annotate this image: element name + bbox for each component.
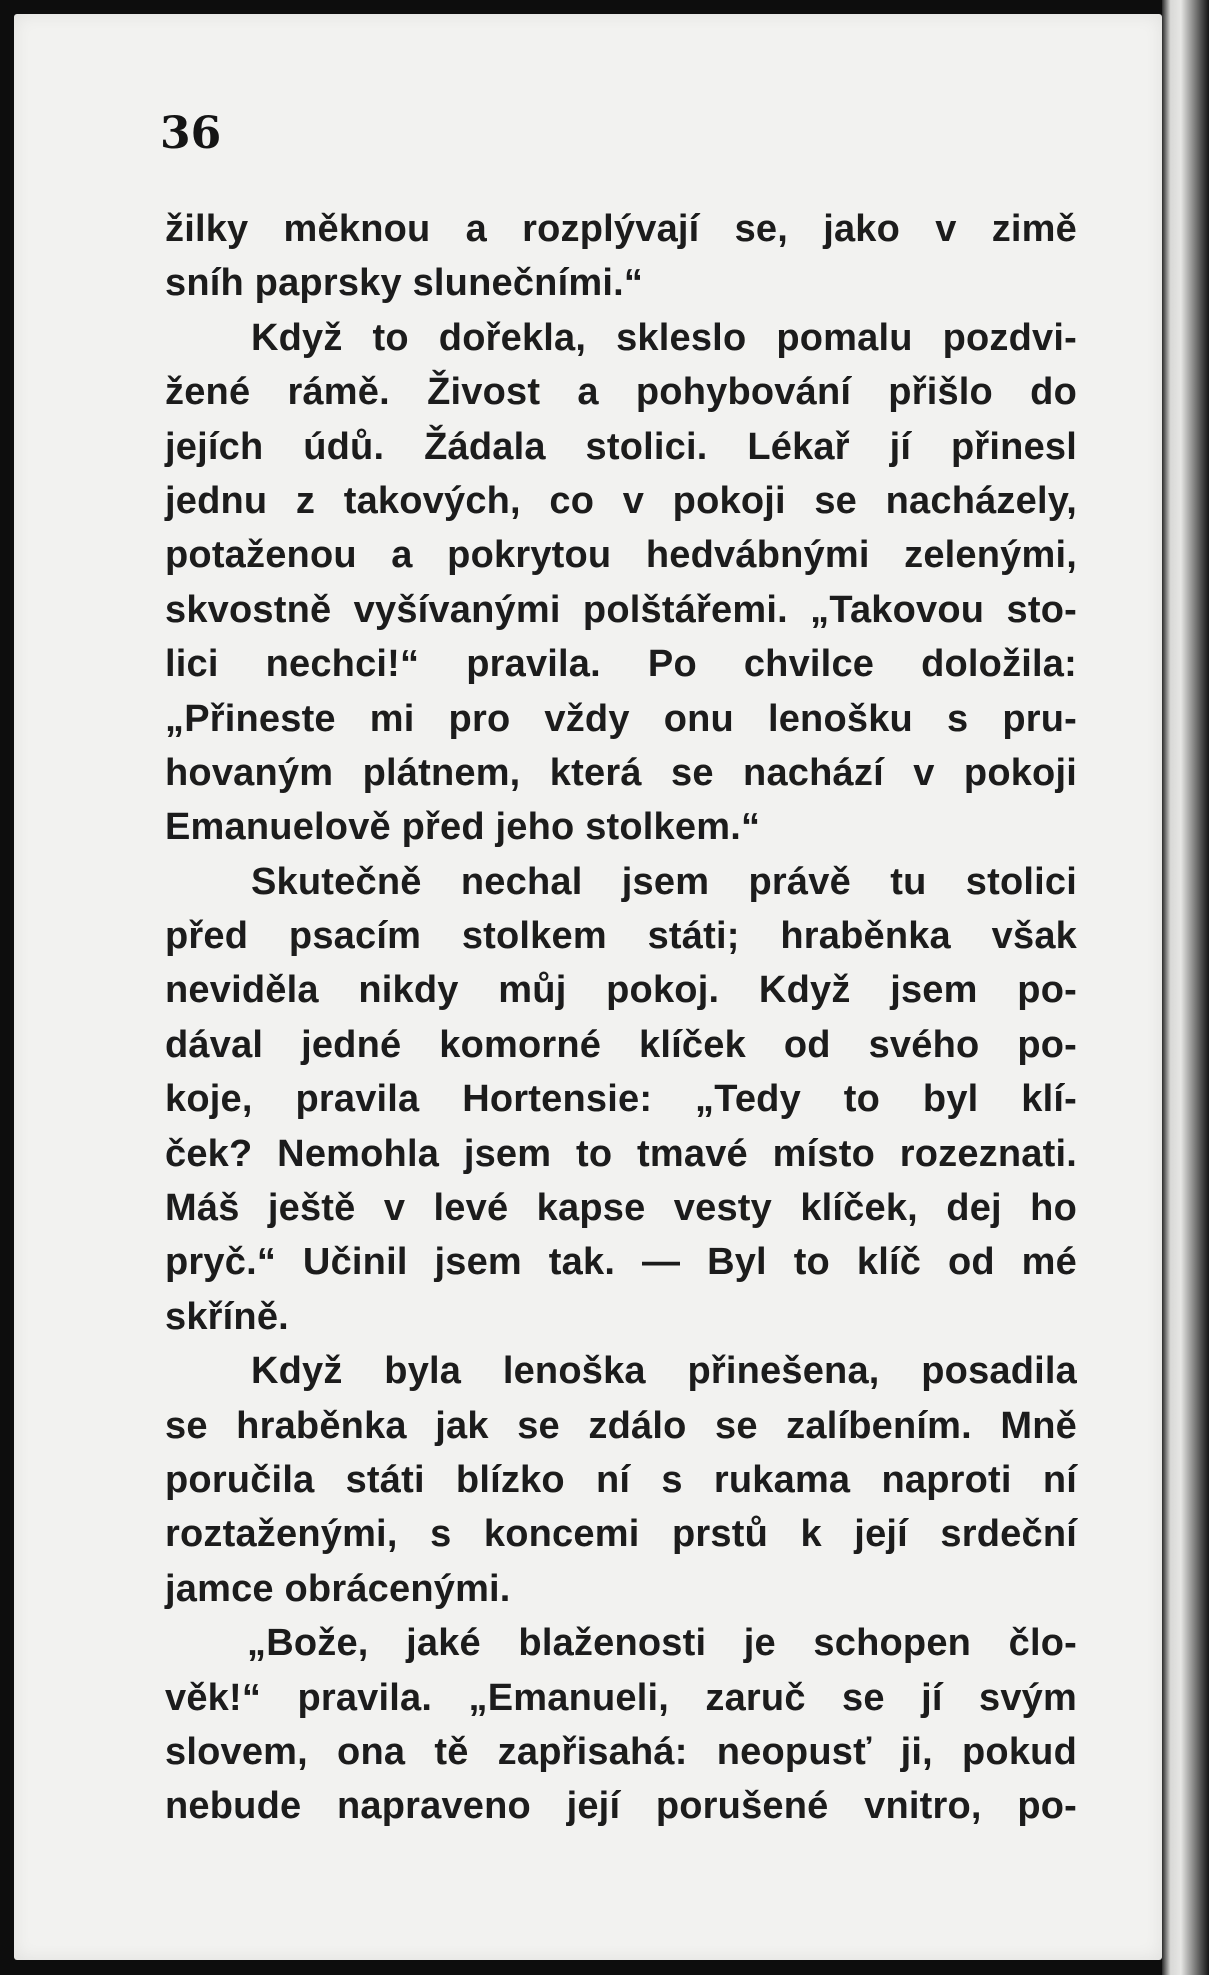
text-line: slovem, ona tě zapřisahá: neopusť ji, pokud [165,1730,1077,1773]
text-line: věk!“ pravila. „Emanueli, zaruč se jí svým [165,1676,1077,1719]
text-line: koje, pravila Hortensie: „Tedy to byl klí- [165,1078,1077,1121]
page-number: 36 [160,108,222,159]
text-line: jamce obrácenými. [165,1567,511,1610]
page-text [165,202,1077,1834]
text-line: hovaným plátnem, která se nachází v pokoji [165,751,1077,794]
text-line: pryč.“ Učinil jsem tak. — Byl to klíč od mé [165,1241,1077,1284]
text-line: nebude napraveno její porušené vnitro, po- [165,1785,1077,1828]
text-line: Emanuelově před jeho stolkem.“ [165,806,761,849]
text-line: potaženou a pokrytou hedvábnými zelenými, [165,534,1077,577]
text-line: dával jedné komorné klíček od svého po- [165,1023,1077,1066]
text-line: „Přineste mi pro vždy onu lenošku s pru- [165,697,1077,740]
text-line: žilky měknou a rozplývají se, jako v zimě [165,208,1077,250]
text-line: sníh paprsky slunečními.“ [165,262,644,305]
text-line: žené rámě. Živost a pohybování přišlo do [165,371,1077,414]
text-line: Když to dořekla, skleslo pomalu pozdvi- [251,316,1077,359]
text-line: Když byla lenoška přinešena, posadila [251,1350,1077,1393]
text-line: Máš ještě v levé kapse vesty klíček, dej ho [165,1187,1077,1230]
text-line: se hraběnka jak se zdálo se zalíbením. Mně [165,1404,1077,1447]
text-line: poručila státi blízko ní s rukama naproti ní [165,1458,1077,1501]
text-line: neviděla nikdy můj pokoj. Když jsem po- [165,969,1077,1012]
text-line: Skutečně nechal jsem právě tu stolici [251,860,1077,903]
text-line: „Bože, jaké blaženosti je schopen člo- [247,1622,1077,1665]
text-line: skvostně vyšívanými polštářemi. „Takovou sto- [165,588,1077,631]
text-line: roztaženými, s koncemi prstů k její srdeční [165,1513,1077,1556]
text-line: jejích údů. Žádala stolici. Lékař jí přinesl [165,425,1077,468]
adjacent-page-edge [1162,0,1209,1975]
text-line: skříně. [165,1295,289,1338]
text-line: před psacím stolkem státi; hraběnka však [165,915,1077,958]
text-line: lici nechci!“ pravila. Po chvilce doložila: [165,643,1077,686]
text-line: jednu z takových, co v pokoji se nacházely, [165,479,1077,522]
text-line: ček? Nemohla jsem to tmavé místo rozeznati. [165,1132,1077,1175]
